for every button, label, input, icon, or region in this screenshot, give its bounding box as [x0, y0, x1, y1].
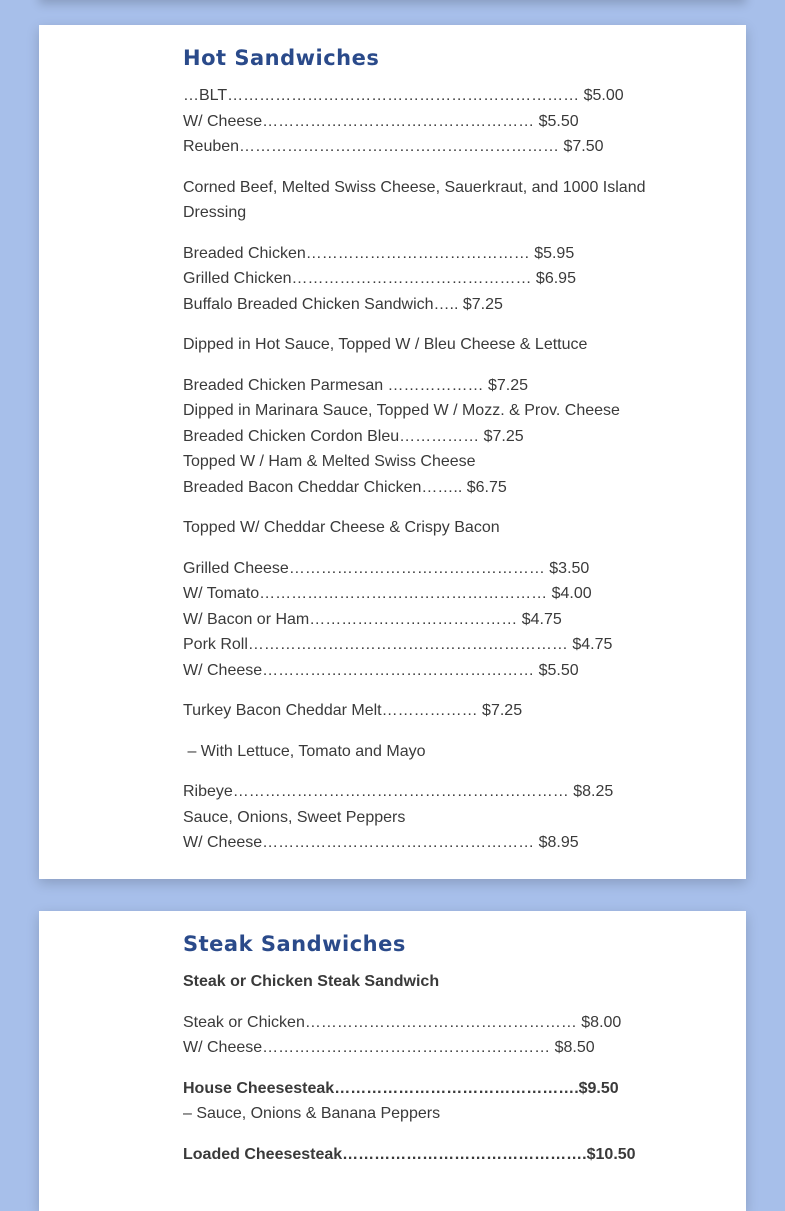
- steak-sandwiches-card: [39, 911, 746, 1211]
- steak-sandwiches-title: Steak Sandwiches: [183, 932, 406, 956]
- menu-item-description: Sauce, Onions, Sweet Peppers: [183, 808, 406, 826]
- menu-item: W/ Cheese…………………………………………… $5.50: [183, 661, 579, 679]
- menu-item: Ribeye……………………………………………………… $8.25: [183, 783, 614, 800]
- hot-sandwiches-card: [39, 25, 746, 879]
- menu-item: Steak or Chicken…………………………………………… $8.00: [183, 1013, 622, 1031]
- menu-item-description: – Sauce, Onions & Banana Peppers: [183, 1105, 441, 1122]
- menu-item: Grilled Cheese………………………………………… $3.50: [183, 559, 590, 577]
- menu-item: Turkey Bacon Cheddar Melt……………… $7.25: [183, 702, 523, 719]
- menu-item-description: Corned Beef, Melted Swiss Cheese, Sauerkraut, and 1000 Island Dressing: [183, 178, 646, 221]
- menu-item-description: Topped W/ Cheddar Cheese & Crispy Bacon: [183, 519, 500, 536]
- hot-sandwiches-title: Hot Sandwiches: [183, 46, 380, 70]
- section-subtitle: Steak or Chicken Steak Sandwich: [183, 973, 440, 990]
- menu-item: Grilled Chicken……………………………………… $6.95: [183, 270, 576, 287]
- menu-item: Breaded Chicken Cordon Bleu…………… $7.25: [183, 427, 524, 445]
- menu-item-description: – With Lettuce, Tomato and Mayo: [183, 742, 426, 760]
- menu-item: W/ Bacon or Ham………………………………… $4.75: [183, 610, 562, 628]
- menu-item: Reuben…………………………………………………… $7.50: [183, 138, 604, 155]
- menu-item: W/ Cheese…………………………………………… $5.50: [183, 112, 579, 130]
- menu-item: W/ Cheese……………………………………………… $8.50: [183, 1039, 595, 1056]
- menu-item: W/ Tomato……………………………………………… $4.00: [183, 585, 592, 602]
- menu-item: House Cheesesteak……………………………………….$9.50: [183, 1079, 619, 1097]
- menu-item-description: Topped W / Ham & Melted Swiss Cheese: [183, 453, 476, 470]
- menu-item-description: Dipped in Hot Sauce, Topped W / Bleu Cheese & Lettuce: [183, 336, 588, 353]
- menu-item: Breaded Chicken Parmesan ……………… $7.25: [183, 376, 529, 394]
- menu-item: Pork Roll…………………………………………………… $4.75: [183, 636, 613, 653]
- menu-item: W/ Cheese…………………………………………… $8.95: [183, 834, 579, 851]
- menu-item: Breaded Bacon Cheddar Chicken…….. $6.75: [183, 478, 507, 496]
- menu-item-description: Dipped in Marinara Sauce, Topped W / Mozz. & Prov. Cheese: [183, 402, 620, 419]
- steak-sandwiches-content: [183, 931, 706, 1167]
- hot-sandwiches-content: [183, 45, 706, 856]
- menu-item: Breaded Chicken…………………………………… $5.95: [183, 244, 575, 262]
- menu-item: Loaded Cheesesteak……………………………………….$10.50: [183, 1145, 636, 1163]
- menu-item: …BLT………………………………………………………… $5.00: [183, 87, 624, 104]
- menu-item: Buffalo Breaded Chicken Sandwich….. $7.25: [183, 295, 503, 313]
